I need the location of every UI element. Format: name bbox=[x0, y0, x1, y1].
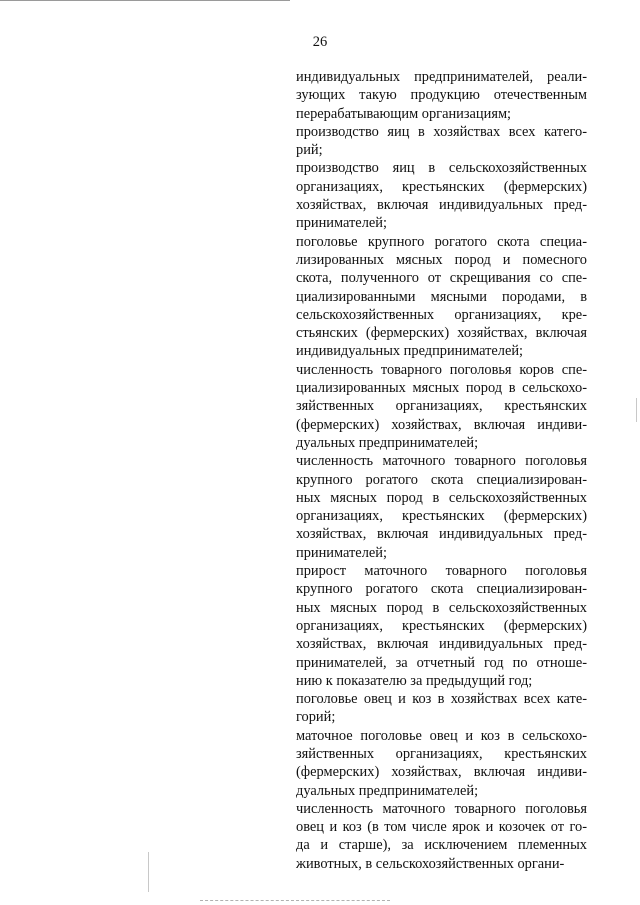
text-line: рий; bbox=[296, 142, 323, 159]
text-line: дуальных предпринимателей; bbox=[296, 782, 479, 799]
list-item-paragraph bbox=[296, 562, 587, 690]
text-line: циализированными мясными породами, в bbox=[296, 288, 587, 305]
text-line: поголовье крупного рогатого скота специа- bbox=[296, 233, 587, 250]
text-line: поголовье овец и коз в хозяйствах всех кате- bbox=[296, 691, 587, 708]
text-line: сельскохозяйственных организациях, кре- bbox=[296, 306, 587, 323]
text-line: принимателей; bbox=[296, 544, 387, 561]
text-line: лизированных мясных пород и помесного bbox=[296, 251, 587, 268]
list-item-paragraph bbox=[296, 123, 587, 160]
text-line: индивидуальных предпринимателей, реали- bbox=[296, 69, 587, 85]
page-number: 26 bbox=[312, 34, 328, 50]
text-line: скота, полученного от скрещивания со спе- bbox=[296, 270, 587, 287]
text-line: прирост маточного товарного поголовья bbox=[296, 563, 587, 580]
text-line: зяйственных организациях, крестьянских bbox=[296, 398, 587, 415]
text-line: организациях, крестьянских (фермерских) bbox=[296, 178, 587, 195]
text-line: производство яиц в хозяйствах всех катего- bbox=[296, 123, 587, 140]
scan-edge-bottom bbox=[200, 900, 390, 901]
text-line: нию к показателю за предыдущий год; bbox=[296, 672, 533, 689]
text-line: горий; bbox=[296, 709, 336, 726]
scan-mark-right bbox=[636, 398, 637, 422]
scan-edge-top bbox=[0, 0, 290, 1]
list-item-paragraph bbox=[296, 452, 587, 562]
list-item-paragraph bbox=[296, 233, 587, 361]
text-line: крупного рогатого скота специализирован- bbox=[296, 581, 587, 598]
text-line: численность товарного поголовья коров спе- bbox=[296, 361, 587, 378]
text-line: (фермерских) хозяйствах, включая индиви- bbox=[296, 416, 587, 433]
text-line: овец и коз (в том числе ярок и козочек от го- bbox=[296, 819, 587, 836]
text-line: маточное поголовье овец и коз в сельскохо- bbox=[296, 727, 587, 744]
text-line: принимателей; bbox=[296, 215, 387, 232]
scan-mark-left bbox=[148, 852, 149, 892]
list-item-paragraph bbox=[296, 361, 587, 452]
text-line: зяйственных организациях, крестьянских bbox=[296, 745, 587, 762]
text-line: хозяйствах, включая индивидуальных пред- bbox=[296, 197, 587, 214]
list-item-paragraph bbox=[296, 690, 587, 727]
text-line: крупного рогатого скота специализирован- bbox=[296, 471, 587, 488]
text-line: численность маточного товарного поголовья bbox=[296, 453, 587, 470]
list-item-paragraph bbox=[296, 159, 587, 232]
text-line: хозяйствах, включая индивидуальных пред- bbox=[296, 526, 587, 543]
text-line: хозяйствах, включая индивидуальных пред- bbox=[296, 636, 587, 653]
text-line: ных мясных пород в сельскохозяйственных bbox=[296, 489, 587, 506]
text-line: да и старше), за исключением племенных bbox=[296, 837, 587, 854]
text-line: дуальных предпринимателей; bbox=[296, 434, 479, 451]
document-text-column bbox=[296, 68, 587, 873]
text-line: организациях, крестьянских (фермерских) bbox=[296, 617, 587, 634]
text-line: численность маточного товарного поголовья bbox=[296, 800, 587, 817]
text-line: животных, в сельскохозяйственных органи- bbox=[296, 855, 565, 872]
text-line: циализированных мясных пород в сельскохо- bbox=[296, 380, 587, 397]
list-item-paragraph bbox=[296, 800, 587, 873]
text-line: индивидуальных предпринимателей; bbox=[296, 343, 524, 360]
text-line: (фермерских) хозяйствах, включая индиви- bbox=[296, 764, 587, 781]
text-line: перерабатывающим организациям; bbox=[296, 105, 512, 122]
text-line: организациях, крестьянских (фермерских) bbox=[296, 508, 587, 525]
text-line: ных мясных пород в сельскохозяйственных bbox=[296, 599, 587, 616]
list-item-paragraph bbox=[296, 68, 587, 123]
list-item-paragraph bbox=[296, 727, 587, 800]
text-line: стьянских (фермерских) хозяйствах, включая bbox=[296, 325, 587, 342]
text-line: зующих такую продукцию отечественным bbox=[296, 87, 587, 104]
text-line: производство яиц в сельскохозяйственных bbox=[296, 160, 587, 177]
text-line: принимателей, за отчетный год по отноше- bbox=[296, 654, 587, 671]
